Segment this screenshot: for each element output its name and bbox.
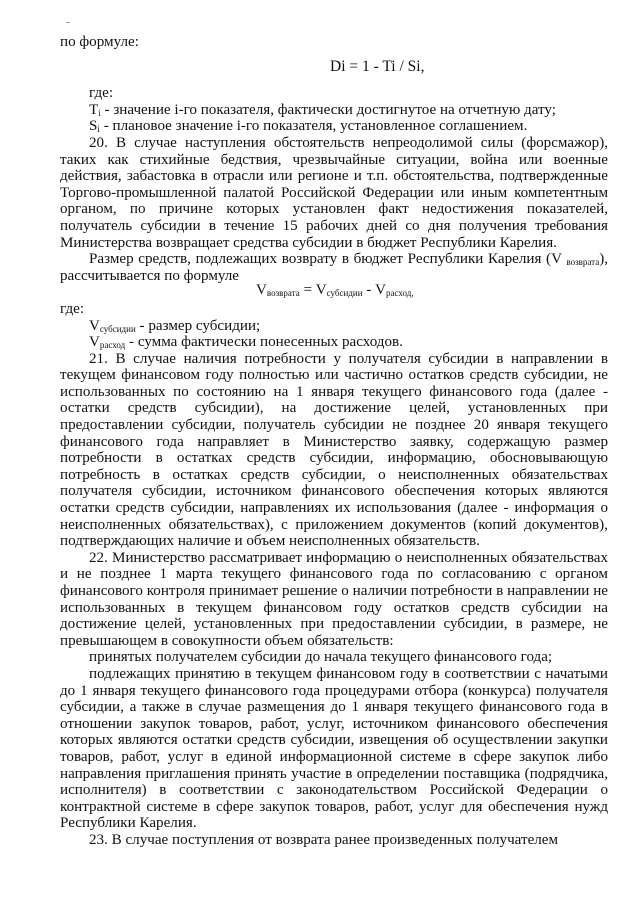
formula-v-expense-sub: расход,: [386, 288, 414, 299]
paragraph-22-item-b: подлежащих принятию в текущем финансовом году в соответствии с начатыми до 1 января текущего финансового года процедурами отбора (конкурса) получателя субсидии, а также в случае размещения до 1 января текущего финансового года в отношении закупок товаров, работ, услуг, источником финансового обеспечения которых являются остатки средств субсидии, извещения об осуществлении закупки товаров, работ, услуг в единой информационной системе в сфере закупок либо направления приглашения принять участие в определении поставщика (подрядчика, исполнителя) в соответствии с законодательством Российской Федерации о контрактной системе в сфере закупок товаров, работ, услуг для обеспечения нужд Республики Карелия.: [60, 665, 608, 832]
formula-di: Di = 1 - Ti / Si,: [330, 57, 425, 75]
v-subsidy-symbol: V: [89, 317, 100, 334]
ti-symbol: T: [89, 101, 99, 118]
paragraph-22-item-a: принятых получателем субсидии до начала текущего финансового года;: [89, 649, 553, 666]
formula-v-return-sub: возврата: [266, 288, 300, 299]
v-expense-symbol: V: [89, 334, 100, 351]
scan-mark: [66, 22, 70, 23]
v-subsidy-definition: [60, 318, 608, 335]
v-expense-text: - сумма фактически понесенных расходов.: [125, 334, 403, 351]
paragraph-20: 20. В случае наступления обстоятельств непреодолимой силы (форсмажор), таких как стихийные бедствия, чрезвычайные ситуации, война или военные действия, забастовка в отрасли или регионе и т.п. обстоятельства, подтвержденные Торгово-промышленной палатой Российской Федерации или иным компетентным органом, по причине которых установлен факт недостижения показателей, получатель субсидии в течение 15 рабочих дней со дня получения требования Министерства возвращает средства субсидии в бюджет Республики Карелия.: [60, 134, 608, 251]
where-label-2: где:: [60, 300, 85, 317]
v-expense-subscript: расход: [99, 340, 126, 351]
return-amount-text-b: ), рассчитывается по формуле: [60, 251, 608, 284]
paragraph-22: 22. Министерство рассматривает информацию о неисполненных обязательствах и не позднее 1 марта текущего финансового года по согласованию с органом финансового контроля принимает решение о наличии потребности в направлении не использованных в текущем финансовом году остатков средств субсидии на достижение целей, установленных при предоставлении субсидии, в размере, не превышающем в совокупности объем обязательств:: [60, 549, 608, 649]
where-label-1: где:: [89, 85, 114, 102]
v-expense-definition: [60, 334, 608, 351]
return-amount-paragraph: [60, 251, 608, 284]
ti-subscript: i: [98, 107, 101, 118]
paragraph-21: 21. В случае наличия потребности у получателя субсидии в направлении в текущем финансовом году полностью или частично остатков средств субсидии, не использованных по состоянию на 1 января текущего финансового года (далее - остатки средств субсидии), на достижение целей, установленных при предоставлении субсидии, получатель субсидии не позднее 20 января текущего финансового года направляет в Министерство заявку, содержащую размер потребности в остатках средств субсидии, информацию, обосновывающую потребность в остатках средств субсидии, о неисполненных обязательствах получателя субсидии, источником финансового обеспечения которых являются остатки средств субсидии, направлениях их использования (далее - информация о неисполненных обязательствах), с приложением документов (копий документов), подтверждающих наличие и объем неисполненных обязательств.: [60, 350, 608, 550]
si-subscript: i: [97, 124, 100, 135]
formula-v-subsidy-sub: субсидии: [326, 288, 363, 299]
return-amount-subscript: возврата: [566, 257, 600, 268]
document-page: [60, 34, 608, 849]
formula-return: [60, 282, 608, 299]
formula-v-return: V: [256, 282, 267, 299]
paragraph-23: 23. В случае поступления от возврата ранее произведенных получателем: [89, 831, 559, 848]
si-text: - плановое значение i-го показателя, установленное соглашением.: [99, 118, 528, 135]
si-definition: [60, 118, 608, 135]
formula-equals-v: = V: [299, 282, 327, 299]
v-subsidy-subscript: субсидии: [99, 323, 136, 334]
v-subsidy-text: - размер субсидии;: [135, 317, 261, 334]
ti-text: - значение i-го показателя, фактически достигнутое на отчетную дату;: [100, 101, 556, 118]
ti-definition: [60, 102, 608, 119]
si-symbol: S: [89, 118, 98, 135]
return-amount-text-a: Размер средств, подлежащих возврату в бюджет Республики Карелия (V: [89, 251, 562, 268]
formula-minus-v: - V: [362, 282, 387, 299]
formula-intro: по формуле:: [60, 34, 139, 50]
